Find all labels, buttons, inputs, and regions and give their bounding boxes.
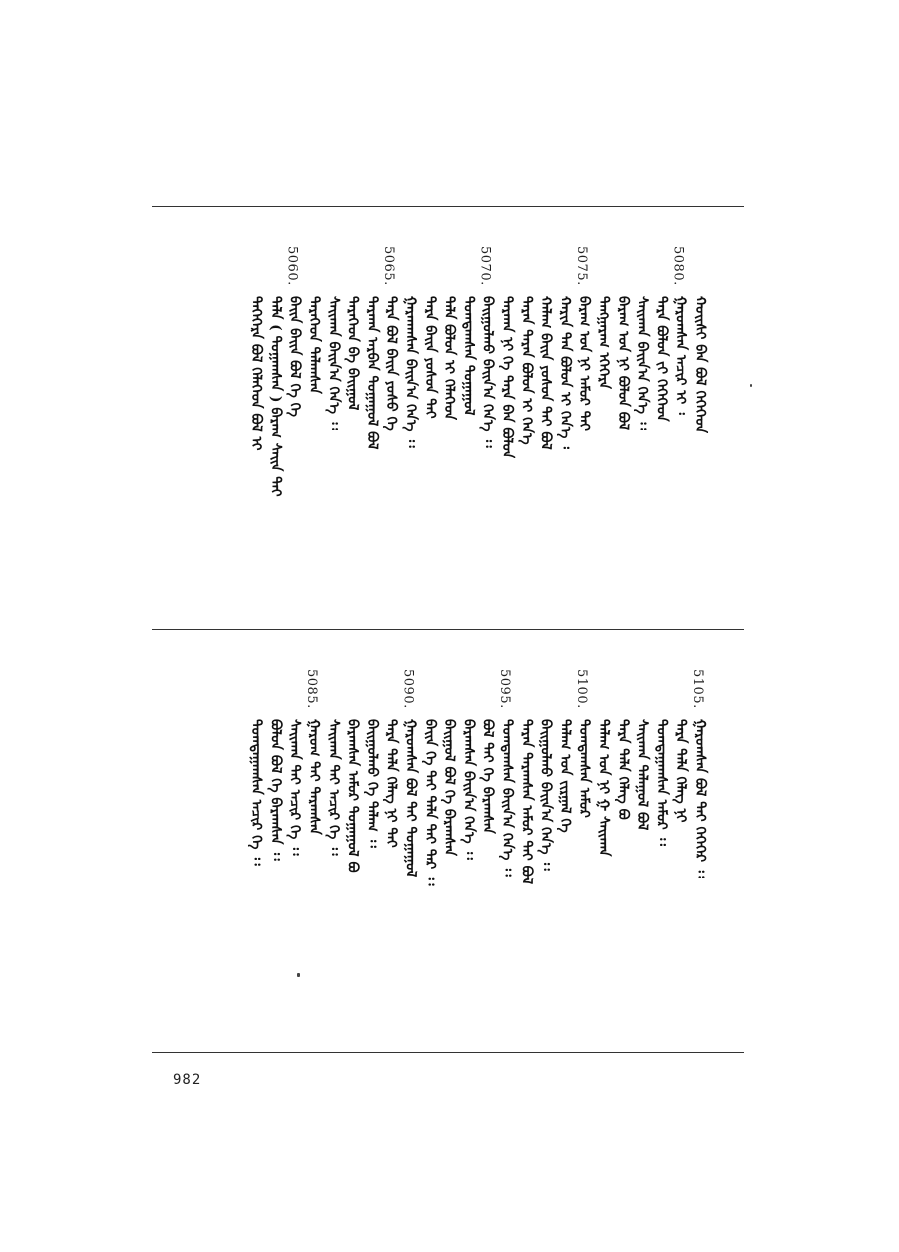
verse-line: ᠲᠣᠭᠲᠠᠭᠰᠠᠨ ᠲᠣᠭᠠᠭᠤᠯ — [460, 296, 477, 416]
verse-line: ᠲᠡᠷᠡᠭᠡᠳ ᠲᠠᠯᠠᠭᠰᠠᠨ — [306, 296, 322, 394]
verse-line: ᠭᠠᠷᠤᠭ ᠲᠠᠢ ᠲᠠᠷᠠᠭᠰᠠᠨ — [306, 719, 322, 835]
verse-line: ᠲᠠᠯᠠ ᠪᠣᠯᠤᠨ ᠢ ᠬᠡᠯᠡᠭᠡᠳ — [441, 296, 458, 421]
verse-line: ᠲᠡᠭᠡᠭᠡᠷᠡ ᠪᠣᠯ ᠬᠡᠯᠡᠭᠡᠳ ᠪᠣᠯ ᠢ — [248, 296, 265, 451]
verse-line: ᠲᠣᠭᠲᠠᠭᠰᠠᠨ ᠪᠠᠢᠨ᠎ᠠ ᠭᠡᠨ᠎ᠡ ᠄᠄ — [499, 719, 515, 877]
verse-line: ᠪᠠᠢᠨ ᠪᠠᠢᠨ ᠪᠣᠯ ᠭᠡ ᠭᠡ — [286, 296, 303, 417]
verse-line: ᠲᠣᠭᠲᠠᠭᠰᠠᠨ ᠠᠮᠤᠷ — [576, 719, 593, 818]
text-column — [242, 246, 268, 526]
verse-line: ᠲᠠᠩᠭᠠᠷᠠᠭ ᠡᠭᠡᠭᠡᠷᠡ — [595, 296, 612, 390]
upper-text-block — [152, 208, 744, 628]
verse-line: ᠲᠠᠷᠠᠨ ᠲᠠᠷᠠᠨ ᠪᠣᠯᠤᠨ ᠢ ᠭᠡᠨ᠎ᠡ — [518, 296, 535, 445]
verse-line: ᠲᠠᠯᠠ ( ᠲᠣᠭᠠᠭᠰᠠᠨ ) ᠪᠠᠷᠠᠭ ᠰᠠᠢᠨ ᠲᠠᠢ — [267, 296, 284, 497]
verse-line: ᠰᠠᠢᠬᠠᠨ ᠲᠠᠢ ᠠᠴᠢᠷ ᠭᠡ ᠄᠄ — [325, 719, 342, 856]
verse-line: ᠰᠠᠢᠬᠠᠨ ᠪᠠᠢᠨ᠎ᠠ ᠭᠡᠨ᠎ᠡ ᠄᠄ — [325, 296, 342, 431]
lower-text-block — [152, 631, 744, 1051]
verse-line: ᠬᠠᠯᠠᠭ ᠪᠠᠢᠨ ᠶᠣᠰᠣᠨ ᠲᠠᠢ ᠪᠣᠯ — [537, 296, 554, 450]
verse-line: ᠲᠠᠯᠠᠭ ᠤᠨ ᠵᠢᠷᠭᠠᠯ ᠭᠡ — [556, 719, 573, 833]
line-number: 5070. — [477, 246, 493, 286]
verse-line: ᠪᠠᠷᠠᠭᠰᠠᠨ ᠪᠠᠢᠨ᠎ᠠ ᠭᠡᠨ᠎ᠡ ᠄᠄ — [460, 719, 477, 860]
verse-line: ᠲᠡᠷᠡ ᠪᠣᠯᠤᠨ ᠵᠢ ᠭᠡᠭᠡᠭᠡᠳ — [653, 296, 670, 422]
verse-line: ᠲᠡᠷᠡ ᠪᠣᠯ ᠪᠠᠢᠨ ᠶᠣᠰᠣ ᠭᠡ — [383, 296, 400, 431]
text-column — [242, 669, 268, 949]
verse-line: ᠪᠣᠯ ᠲᠠᠢ ᠭᠡ ᠪᠠᠷᠠᠭᠰᠠᠨ — [479, 719, 496, 834]
verse-line: ᠲᠡᠷᠡ ᠲᠠᠯᠠ ᠬᠡᠯᠡᠭ ᠨᠢ ᠲᠠᠢ — [383, 719, 400, 848]
verse-line: ᠬᠠᠷᠢᠨ ᠲᠠᠨ ᠪᠣᠯᠤᠨ ᠢ ᠭᠡᠨ᠎ᠡ ᠄ — [556, 296, 573, 449]
verse-line: ᠪᠠᠢᠭᠤᠯ ᠪᠣᠯ ᠭᠡ ᠪᠠᠷᠠᠭᠰᠠᠨ — [441, 719, 458, 857]
line-number: 5080. — [670, 246, 686, 286]
verse-line: ᠲᠠᠯᠠᠭ ᠤᠨ ᠨᠢ ᠭ ᠰᠠᠢᠬᠠᠨ — [595, 719, 612, 857]
scan-speck — [297, 973, 300, 977]
verse-line: ᠪᠣᠯᠤᠨ ᠪᠣᠯ ᠭᠡ ᠪᠠᠷᠠᠭᠰᠠᠨ ᠄᠄ — [267, 719, 284, 861]
line-number: 5060. — [284, 246, 300, 286]
line-number: 5075. — [574, 246, 590, 286]
line-number: 5105. — [690, 669, 705, 709]
verse-line: ᠭᠠᠷᠤᠭᠰᠠᠨ ᠠᠴᠢᠷ ᠢ ᠄ — [672, 296, 689, 415]
verse-line: ᠲᠡᠷᠡᠭᠡᠳ ᠪᠠ ᠪᠠᠢᠭᠤᠯ — [344, 296, 361, 411]
bottom-rule — [152, 1052, 744, 1053]
verse-line: ᠲᠠᠷᠬᠠᠨ ᠠᠷᠪᠠᠨ ᠲᠣᠭᠠᠭᠤᠯ ᠪᠣᠯ — [363, 296, 380, 450]
verse-line: ᠪᠠᠷᠠᠭᠰᠠᠨ ᠠᠮᠤᠷ ᠲᠣᠭᠠᠭᠤᠯ ᠪᠣ — [344, 719, 361, 873]
line-number: 5100. — [574, 669, 590, 709]
line-number: 5095. — [497, 669, 512, 709]
verse-line: ᠲᠡᠷᠡ ᠪᠠᠢᠨ ᠶᠣᠰᠣᠨ ᠲᠠᠢ — [421, 296, 438, 419]
verse-line: ᠪᠠᠢᠭᠤᠯᠬᠤ ᠪᠠᠢᠨ᠎ᠠ ᠭᠡᠨ᠎ᠡ ᠄᠄ — [479, 296, 496, 448]
top-rule — [152, 206, 744, 207]
line-number: 5085. — [304, 669, 319, 709]
verse-line: ᠲᠠᠷᠬᠠᠨ ᠨᠢ ᠭᠡ ᠲᠡᠷᠡ ᠪᠠᠨ ᠪᠣᠯᠤᠨ — [499, 296, 515, 459]
verse-line: ᠲᠠᠷᠠᠨ ᠲᠠᠷᠠᠭᠰᠠᠨ ᠠᠮᠤᠷ ᠲᠠᠢ ᠪᠣᠯ — [518, 719, 535, 885]
verse-line: ᠰᠠᠢᠬᠠᠨ ᠪᠠᠢᠨ᠎ᠠ ᠭᠡᠨ᠎ᠡ ᠄᠄ — [634, 296, 651, 431]
verse-line: ᠲᠣᠭᠲᠠᠭᠠᠭᠰᠠᠨ ᠠᠮᠤᠷ ᠄᠄ — [653, 719, 670, 846]
verse-line: ᠰᠠᠢᠬᠠᠨ ᠲᠠᠯᠠᠭᠤᠯ ᠪᠣᠯ — [634, 719, 651, 831]
verse-line: ᠭᠠᠷᠬᠠᠭᠰᠠᠨ ᠪᠠᠢᠨ᠎ᠠ ᠭᠡᠨ᠎ᠡ ᠄᠄ — [402, 296, 419, 448]
line-number: 5065. — [381, 246, 397, 286]
verse-line: ᠪᠠᠢᠨ ᠭᠡ ᠲᠠᠢ ᠲᠠᠯᠠ ᠲᠠᠢ ᠲᠠᠷ ᠄᠄ — [421, 719, 438, 886]
scan-speck — [750, 384, 752, 387]
verse-line: ᠲᠣᠭᠲᠠᠭᠠᠭᠰᠠᠨ ᠠᠴᠢᠷ ᠭᠡ ᠄᠄ — [248, 719, 265, 866]
verse-line: ᠪᠠᠷᠠᠭ ᠤᠨ ᠨᠢ ᠪᠣᠯᠤᠨ ᠪᠣᠯ — [614, 296, 631, 431]
verse-line: ᠬᠣᠢᠰᠢ ᠪᠠᠨ ᠪᠣᠯ ᠭᠡᠭᠡᠭᠡᠳ — [692, 296, 708, 434]
verse-line: ᠭᠠᠷᠤᠭᠰᠠᠨ ᠪᠣᠯ ᠲᠠᠢ ᠲᠣᠭᠠᠭᠤᠯ — [402, 719, 419, 878]
verse-line: ᠪᠠᠢᠭᠤᠯᠬᠤ ᠪᠠᠢᠨ᠎ᠠ ᠭᠡᠨ᠎ᠡ ᠄᠄ — [537, 719, 554, 871]
line-number: 5090. — [400, 669, 416, 709]
page-number: 982 — [173, 1072, 202, 1088]
verse-line: ᠰᠠᠢᠬᠠᠨ ᠲᠠᠢ ᠠᠴᠢᠷ ᠭᠡ ᠄᠄ — [286, 719, 303, 856]
middle-rule — [152, 629, 744, 630]
verse-line: ᠭᠠᠷᠤᠭᠰᠠᠨ ᠪᠣᠯ ᠲᠠᠢ ᠭᠡᠭᠡᠭᠡᠷ ᠄᠄ — [692, 719, 708, 879]
verse-line: ᠲᠡᠷᠡ ᠲᠠᠯᠠ ᠬᠡᠯᠡᠭ ᠨᠢ — [672, 719, 689, 823]
verse-line: ᠲᠡᠷᠡ ᠲᠠᠯᠠ ᠬᠡᠯᠡᠭ ᠪᠣ — [614, 719, 631, 820]
verse-line: ᠪᠠᠢᠭᠤᠯᠬᠤ ᠭᠡ ᠲᠠᠯᠠᠭ ᠄᠄ — [363, 719, 380, 848]
verse-line: ᠪᠠᠷᠠᠭ ᠤᠨ ᠨᠢ ᠠᠮᠤᠷ ᠲᠠᠢ — [576, 296, 593, 432]
